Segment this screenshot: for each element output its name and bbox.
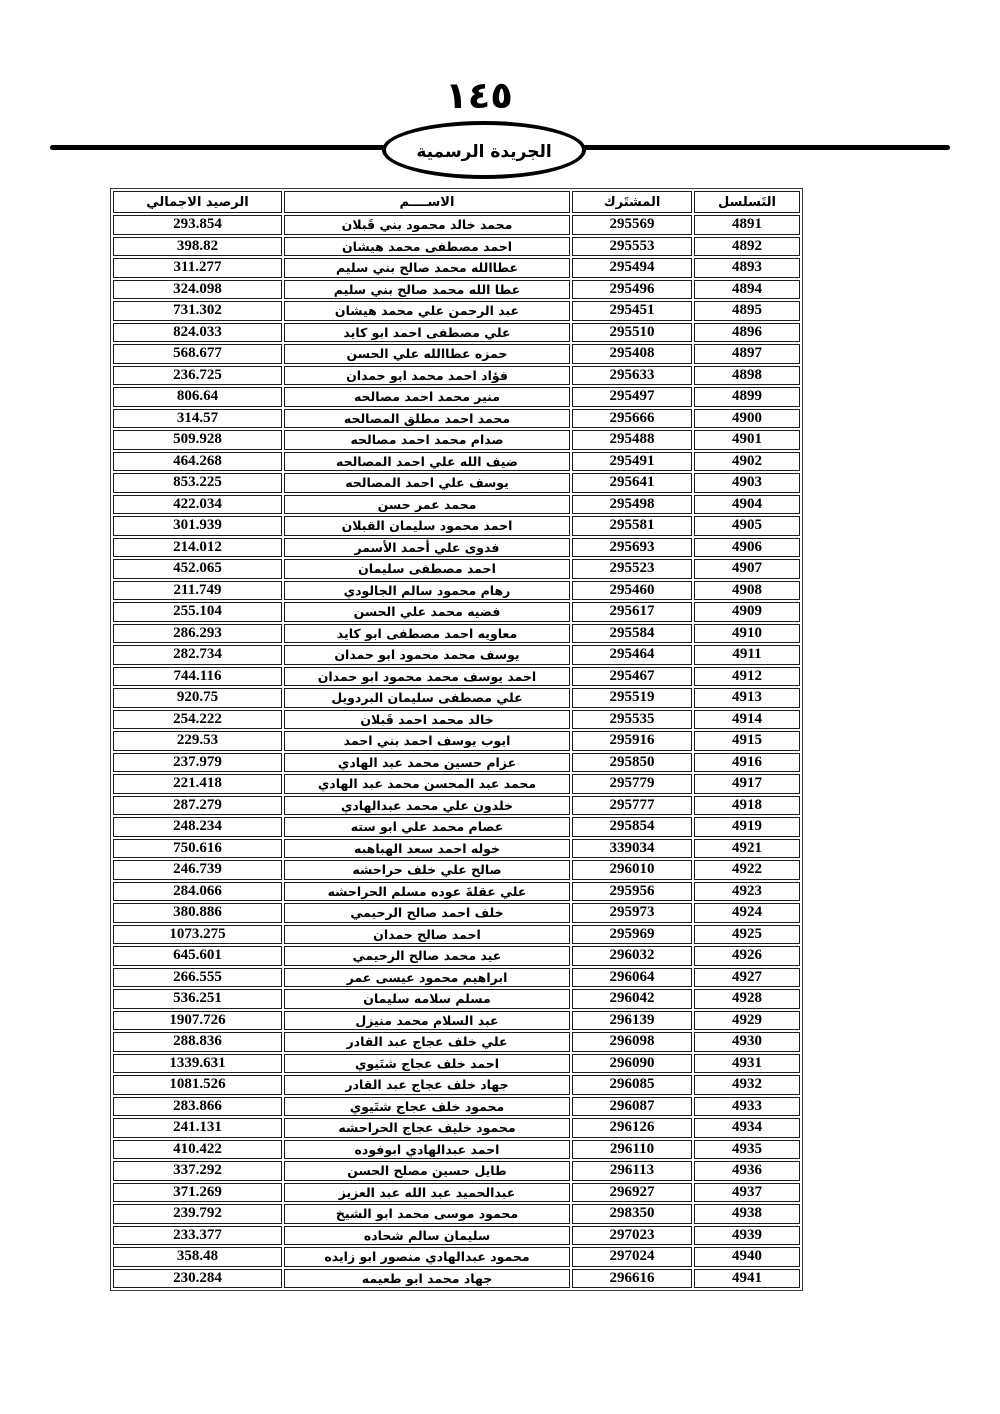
cell-subscriber: 295451 [572,301,692,321]
cell-serial: 4891 [694,215,800,235]
cell-serial: 4905 [694,516,800,536]
table-row [113,237,800,257]
cell-subscriber: 296085 [572,1075,692,1095]
cell-name: احمد خلف عجاج شتَيوي [284,1054,570,1074]
cell-serial: 4914 [694,710,800,730]
cell-subscriber: 296064 [572,968,692,988]
cell-name: محمد خالد محمود بني قَبلان [284,215,570,235]
cell-balance: 286.293 [113,624,282,644]
cell-serial: 4928 [694,989,800,1009]
cell-serial: 4936 [694,1161,800,1181]
cell-subscriber: 297024 [572,1247,692,1267]
table-row [113,602,800,622]
cell-serial: 4892 [694,237,800,257]
table-row [113,1183,800,1203]
cell-name: عيد محمد صالح الرحيمي [284,946,570,966]
cell-subscriber: 295581 [572,516,692,536]
cell-balance: 236.725 [113,366,282,386]
cell-serial: 4925 [694,925,800,945]
cell-balance: 288.836 [113,1032,282,1052]
cell-balance: 380.886 [113,903,282,923]
cell-subscriber: 295633 [572,366,692,386]
cell-balance: 464.268 [113,452,282,472]
cell-balance: 853.225 [113,473,282,493]
cell-name: محمد عبد المحسن محمد عبد الهادي [284,774,570,794]
table-row [113,688,800,708]
table-row [113,925,800,945]
table-row [113,817,800,837]
table-row [113,301,800,321]
cell-subscriber: 295523 [572,559,692,579]
header-name: الاســــم [284,191,570,213]
cell-name: يوسف علي احمد المصالحه [284,473,570,493]
cell-balance: 283.866 [113,1097,282,1117]
cell-serial: 4939 [694,1226,800,1246]
cell-balance: 214.012 [113,538,282,558]
cell-serial: 4918 [694,796,800,816]
cell-subscriber: 295916 [572,731,692,751]
cell-serial: 4911 [694,645,800,665]
cell-serial: 4899 [694,387,800,407]
cell-balance: 293.854 [113,215,282,235]
cell-serial: 4922 [694,860,800,880]
cell-serial: 4917 [694,774,800,794]
cell-balance: 1907.726 [113,1011,282,1031]
cell-name: احمد محمود سليمان القبلان [284,516,570,536]
cell-serial: 4912 [694,667,800,687]
cell-subscriber: 295666 [572,409,692,429]
cell-name: يوسف محمد محمود ابو حمدان [284,645,570,665]
cell-name: صدام محمد احمد مصالحه [284,430,570,450]
cell-subscriber: 295584 [572,624,692,644]
cell-balance: 568.677 [113,344,282,364]
cell-balance: 284.066 [113,882,282,902]
cell-name: فدوى علي أحمد الأسمر [284,538,570,558]
cell-balance: 806.64 [113,387,282,407]
cell-serial: 4910 [694,624,800,644]
cell-subscriber: 295464 [572,645,692,665]
cell-name: محمود موسى محمد ابو الشيخ [284,1204,570,1224]
cell-subscriber: 296126 [572,1118,692,1138]
cell-serial: 4932 [694,1075,800,1095]
cell-name: احمد يوسف محمد محمود ابو حمدان [284,667,570,687]
cell-subscriber: 296090 [572,1054,692,1074]
records-table [110,188,803,1291]
cell-balance: 221.418 [113,774,282,794]
cell-name: عطاالله محمد صالح بني سليم [284,258,570,278]
cell-name: علي مصطفى سليمان البردويل [284,688,570,708]
table-row [113,1161,800,1181]
header-serial: التَسلسل [694,191,800,213]
cell-subscriber: 295569 [572,215,692,235]
cell-serial: 4935 [694,1140,800,1160]
cell-name: احمد صالح حمدان [284,925,570,945]
cell-serial: 4927 [694,968,800,988]
table-row [113,989,800,1009]
cell-balance: 1339.631 [113,1054,282,1074]
cell-balance: 422.034 [113,495,282,515]
cell-name: علي خلف عجاج عبد القادر [284,1032,570,1052]
cell-name: عبد الرحمن علي محمد هيشان [284,301,570,321]
table-row [113,903,800,923]
table-row [113,1204,800,1224]
cell-subscriber: 295777 [572,796,692,816]
cell-subscriber: 297023 [572,1226,692,1246]
cell-serial: 4904 [694,495,800,515]
table-row [113,452,800,472]
table-row [113,645,800,665]
table-row [113,280,800,300]
cell-serial: 4908 [694,581,800,601]
table-row [113,882,800,902]
cell-subscriber: 295969 [572,925,692,945]
cell-balance: 311.277 [113,258,282,278]
cell-serial: 4902 [694,452,800,472]
cell-balance: 241.131 [113,1118,282,1138]
cell-serial: 4893 [694,258,800,278]
cell-balance: 282.734 [113,645,282,665]
table-body [113,215,800,1288]
cell-subscriber: 295956 [572,882,692,902]
cell-name: جهاد خلف عجاج عبد القادر [284,1075,570,1095]
cell-serial: 4930 [694,1032,800,1052]
cell-name: رهام محمود سالم الجالودي [284,581,570,601]
cell-subscriber: 296139 [572,1011,692,1031]
cell-subscriber: 296110 [572,1140,692,1160]
cell-name: علي عقلةَ عوده مسلم الحراحشه [284,882,570,902]
cell-subscriber: 295496 [572,280,692,300]
cell-subscriber: 295850 [572,753,692,773]
table-row [113,366,800,386]
cell-subscriber: 295641 [572,473,692,493]
cell-balance: 920.75 [113,688,282,708]
cell-subscriber: 295510 [572,323,692,343]
cell-subscriber: 295553 [572,237,692,257]
cell-subscriber: 339034 [572,839,692,859]
gazette-title-seal [382,121,586,179]
cell-subscriber: 298350 [572,1204,692,1224]
table-row [113,710,800,730]
cell-serial: 4909 [694,602,800,622]
cell-serial: 4926 [694,946,800,966]
cell-name: طايل حسين مصلح الحسن [284,1161,570,1181]
cell-serial: 4923 [694,882,800,902]
cell-name: عبدالحميد عبد الله عبد العزيز [284,1183,570,1203]
cell-name: سليمان سالم شحاده [284,1226,570,1246]
cell-serial: 4913 [694,688,800,708]
table-row [113,946,800,966]
cell-balance: 731.302 [113,301,282,321]
cell-name: احمد مصطفى محمد هيشان [284,237,570,257]
cell-subscriber: 295498 [572,495,692,515]
table-row [113,796,800,816]
cell-balance: 254.222 [113,710,282,730]
cell-subscriber: 295467 [572,667,692,687]
table-row [113,860,800,880]
table-row [113,215,800,235]
cell-name: محمد احمد مطلق المصالحه [284,409,570,429]
header-subscriber: المشتَرك [572,191,692,213]
table-row [113,538,800,558]
cell-serial: 4933 [694,1097,800,1117]
header-balance: الرصيد الاجمالي [113,191,282,213]
cell-serial: 4919 [694,817,800,837]
cell-subscriber: 296032 [572,946,692,966]
cell-balance: 410.422 [113,1140,282,1160]
cell-serial: 4906 [694,538,800,558]
cell-subscriber: 295779 [572,774,692,794]
table-row [113,968,800,988]
cell-balance: 1081.526 [113,1075,282,1095]
cell-subscriber: 296087 [572,1097,692,1117]
gazette-title: الجريدة الرسمية [416,142,552,162]
table-row [113,581,800,601]
table-row [113,1097,800,1117]
cell-serial: 4895 [694,301,800,321]
table-row [113,839,800,859]
table-row [113,774,800,794]
cell-name: محمود خلف عجاج شتَيوي [284,1097,570,1117]
cell-balance: 266.555 [113,968,282,988]
table-row [113,516,800,536]
cell-serial: 4903 [694,473,800,493]
table-row [113,731,800,751]
cell-balance: 452.065 [113,559,282,579]
cell-name: ابراهيم محمود عيسى عمر [284,968,570,988]
table-row [113,753,800,773]
cell-balance: 337.292 [113,1161,282,1181]
cell-name: مسلم سلامه سليمان [284,989,570,1009]
table-row [113,1075,800,1095]
cell-serial: 4916 [694,753,800,773]
cell-name: فؤاد احمد محمد ابو حمدان [284,366,570,386]
cell-balance: 324.098 [113,280,282,300]
cell-balance: 246.739 [113,860,282,880]
cell-serial: 4931 [694,1054,800,1074]
cell-subscriber: 295519 [572,688,692,708]
cell-name: خلف احمد صالح الرحيمي [284,903,570,923]
cell-name: صالح علي خلف حراحشه [284,860,570,880]
cell-name: محمد عمر حسن [284,495,570,515]
cell-balance: 230.284 [113,1269,282,1289]
cell-name: حمزه عطاالله علي الحسن [284,344,570,364]
table-row [113,258,800,278]
table-row [113,1269,800,1289]
cell-subscriber: 296616 [572,1269,692,1289]
cell-serial: 4898 [694,366,800,386]
cell-balance: 371.269 [113,1183,282,1203]
cell-balance: 824.033 [113,323,282,343]
table-row [113,624,800,644]
table-row [113,430,800,450]
cell-balance: 237.979 [113,753,282,773]
cell-subscriber: 295617 [572,602,692,622]
cell-balance: 248.234 [113,817,282,837]
table-row [113,1118,800,1138]
cell-subscriber: 295408 [572,344,692,364]
cell-name: عبد السلام محمد منيزل [284,1011,570,1031]
cell-balance: 314.57 [113,409,282,429]
cell-serial: 4937 [694,1183,800,1203]
cell-subscriber: 295854 [572,817,692,837]
cell-subscriber: 296010 [572,860,692,880]
cell-serial: 4940 [694,1247,800,1267]
page-number: ١٤٥ [445,74,513,117]
cell-subscriber: 296042 [572,989,692,1009]
table-row [113,559,800,579]
cell-balance: 301.939 [113,516,282,536]
table-row [113,495,800,515]
table-row [113,667,800,687]
cell-serial: 4901 [694,430,800,450]
cell-name: محمود خليف عجاج الحراحشه [284,1118,570,1138]
table-header-row [113,191,800,213]
cell-balance: 536.251 [113,989,282,1009]
cell-name: ضيف الله علي احمد المصالحه [284,452,570,472]
cell-subscriber: 296927 [572,1183,692,1203]
cell-balance: 645.601 [113,946,282,966]
cell-name: محمود عبدالهادي منصور ابو زايده [284,1247,570,1267]
cell-subscriber: 295535 [572,710,692,730]
cell-subscriber: 295693 [572,538,692,558]
table-row [113,409,800,429]
header-divider [0,120,1000,182]
cell-balance: 750.616 [113,839,282,859]
cell-balance: 287.279 [113,796,282,816]
cell-name: علي مصطفى احمد ابو كايد [284,323,570,343]
cell-name: معاويه احمد مصطفى ابو كايد [284,624,570,644]
cell-balance: 229.53 [113,731,282,751]
table-row [113,1247,800,1267]
cell-balance: 398.82 [113,237,282,257]
cell-balance: 233.377 [113,1226,282,1246]
cell-name: ايوب يوسف احمد بني احمد [284,731,570,751]
table-row [113,387,800,407]
cell-subscriber: 296098 [572,1032,692,1052]
table-row [113,1140,800,1160]
cell-subscriber: 295488 [572,430,692,450]
cell-name: خلدون علي محمد عبدالهادي [284,796,570,816]
cell-serial: 4934 [694,1118,800,1138]
table-row [113,323,800,343]
cell-serial: 4929 [694,1011,800,1031]
cell-subscriber: 295494 [572,258,692,278]
cell-name: عزام حسين محمد عبد الهادي [284,753,570,773]
table-row [113,344,800,364]
cell-subscriber: 295491 [572,452,692,472]
cell-serial: 4897 [694,344,800,364]
cell-serial: 4907 [694,559,800,579]
cell-subscriber: 295460 [572,581,692,601]
cell-name: عطا الله محمد صالح بني سليم [284,280,570,300]
table-row [113,1011,800,1031]
cell-serial: 4941 [694,1269,800,1289]
cell-subscriber: 295973 [572,903,692,923]
table-row [113,1226,800,1246]
cell-balance: 211.749 [113,581,282,601]
table-row [113,1032,800,1052]
cell-serial: 4921 [694,839,800,859]
cell-serial: 4896 [694,323,800,343]
table-row [113,473,800,493]
cell-serial: 4900 [694,409,800,429]
cell-balance: 255.104 [113,602,282,622]
cell-name: عصام محمد علي ابو سته [284,817,570,837]
cell-serial: 4938 [694,1204,800,1224]
cell-name: جهاد محمد ابو طعيمه [284,1269,570,1289]
cell-serial: 4915 [694,731,800,751]
cell-serial: 4924 [694,903,800,923]
cell-subscriber: 296113 [572,1161,692,1181]
cell-name: احمد عبدالهادي ابوفوده [284,1140,570,1160]
cell-name: خوله احمد سعد الهباهبه [284,839,570,859]
cell-serial: 4894 [694,280,800,300]
cell-balance: 744.116 [113,667,282,687]
cell-balance: 1073.275 [113,925,282,945]
cell-name: خالد محمد احمد قَبلان [284,710,570,730]
table-row [113,1054,800,1074]
cell-balance: 239.792 [113,1204,282,1224]
cell-name: منير محمد احمد مصالحه [284,387,570,407]
cell-name: احمد مصطفى سليمان [284,559,570,579]
cell-subscriber: 295497 [572,387,692,407]
cell-balance: 358.48 [113,1247,282,1267]
cell-name: فضيه محمد علي الحسن [284,602,570,622]
cell-balance: 509.928 [113,430,282,450]
